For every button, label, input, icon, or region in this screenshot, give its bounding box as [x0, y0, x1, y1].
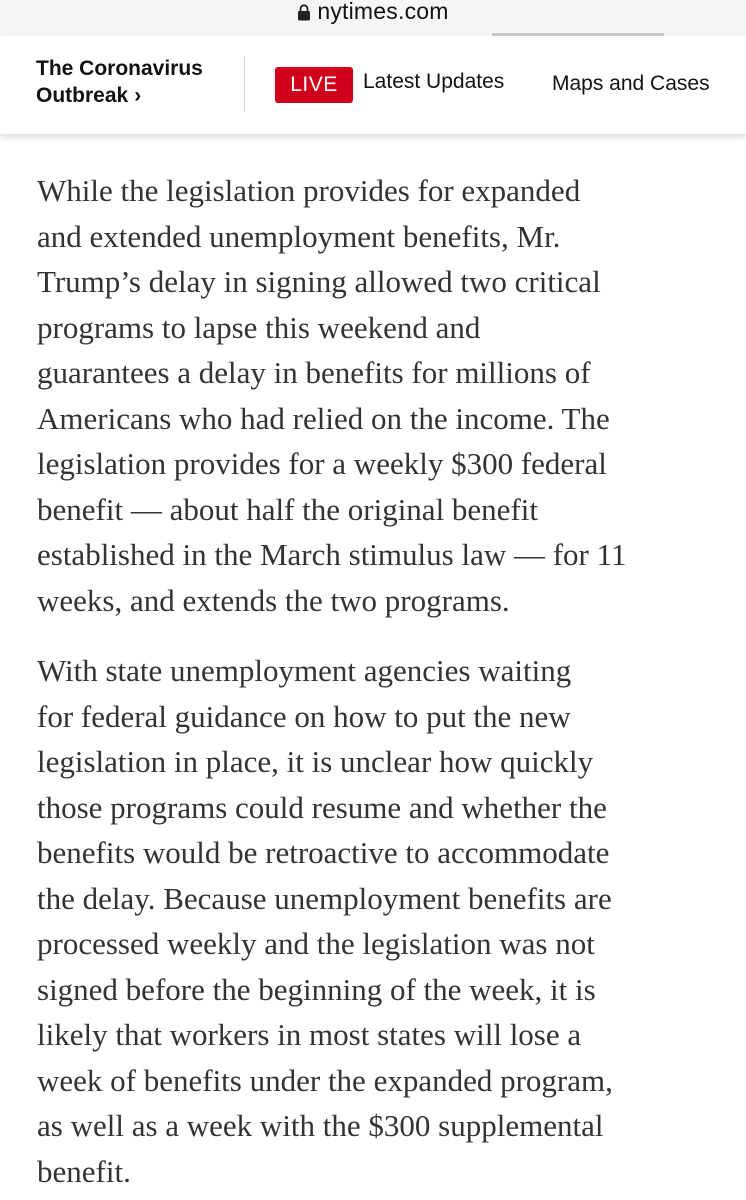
chevron-right-icon: › [134, 84, 142, 107]
text-line: benefits would be retroactive to accommodate [37, 835, 610, 870]
text-line: benefit. [37, 1153, 131, 1189]
article-paragraph-2 [37, 648, 727, 1194]
lock-icon [297, 4, 311, 21]
url-display[interactable] [297, 0, 448, 25]
text-line: those programs could resume and whether the [37, 789, 607, 825]
section-title-link[interactable] [36, 55, 203, 109]
text-line: benefit — about half the original benefit [37, 491, 538, 527]
section-title-line-2: Outbreak [36, 84, 129, 107]
section-nav-bar [0, 36, 746, 135]
text-line: week of benefits under the expanded program, [37, 1062, 613, 1098]
live-badge[interactable]: LIVE [275, 67, 353, 103]
text-line: and extended unemployment benefits, Mr. [37, 218, 561, 254]
section-title-line-1: The Coronavirus [36, 57, 203, 80]
text-line: With state unemployment agencies waiting [37, 653, 572, 688]
latest-updates-link[interactable]: Latest Updates [363, 70, 505, 93]
text-line: for federal guidance on how to put the new [37, 698, 571, 734]
text-line: Trump’s delay in signing allowed two critical [37, 264, 601, 299]
url-text: nytimes.com [317, 0, 449, 24]
text-line: weeks, and extends the two programs. [37, 582, 510, 618]
text-line: programs to lapse this weekend and [37, 309, 481, 345]
text-line: processed weekly and the legislation was not [37, 926, 595, 961]
text-line: legislation provides for a weekly $300 federal [37, 446, 607, 481]
article-paragraph-1 [37, 168, 727, 623]
text-line: signed before the beginning of the week, it is [37, 971, 596, 1007]
text-line: legislation in place, it is unclear how quickly [37, 744, 594, 779]
nav-divider [244, 56, 245, 112]
text-line: Americans who had relied on the income. The [37, 400, 610, 436]
maps-and-cases-link[interactable]: Maps and Cases [552, 72, 710, 95]
browser-url-bar[interactable] [0, 0, 746, 36]
text-line: While the legislation provides for expanded [37, 173, 581, 208]
text-line: likely that workers in most states will lose a [37, 1017, 582, 1052]
text-line: as well as a week with the $300 supplemental [37, 1108, 604, 1143]
text-line: guarantees a delay in benefits for millions of [37, 355, 591, 390]
text-line: the delay. Because unemployment benefits are [37, 880, 612, 916]
text-line: established in the March stimulus law — for 11 [37, 537, 627, 572]
article-body [37, 168, 727, 1194]
